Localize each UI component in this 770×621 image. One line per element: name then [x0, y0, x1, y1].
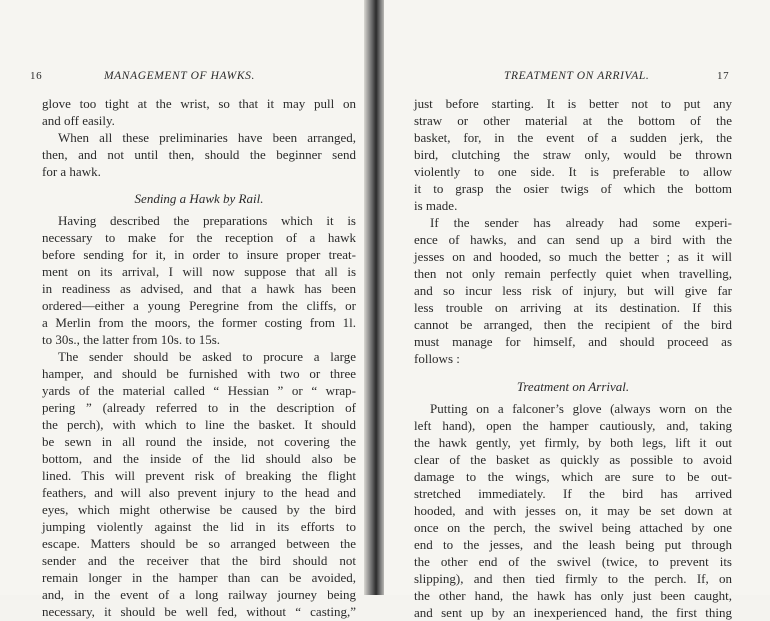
text-line: for a hawk. — [42, 164, 101, 179]
text-line: sender and the receiver that the bird should not — [42, 553, 356, 568]
text-line: then, and not until then, should the beginner send — [42, 147, 356, 162]
text-line: then not only remain perfectly quiet when travelling, — [414, 266, 732, 281]
text-line: the hawk gently, yet firmly, by both legs, lift it out — [414, 435, 732, 450]
text-line: Having described the preparations which it is — [58, 213, 356, 228]
text-line: and, in the event of a long railway journey being — [42, 587, 356, 602]
text-line: ment on its arrival, I will now suppose that all is — [42, 264, 356, 279]
text-line: When all these preliminaries have been arranged, — [58, 130, 356, 145]
text-line: eyes, which might otherwise be caused by the bird — [42, 502, 356, 517]
text-line: to 30s., the latter from 10s. to 15s. — [42, 332, 221, 347]
text-line: must manage for himself, and should proceed as — [414, 334, 732, 349]
text-line: jumping violently against the lid in its efforts to — [42, 519, 356, 534]
text-line: end to the jesses, and the leash being put through — [414, 537, 732, 552]
text-line: be sewn in all round the inside, not covering the — [42, 434, 356, 449]
text-line: in readiness as advised, and that a hawk has been — [42, 281, 356, 296]
text-line: bird, clutching the straw only, would be thrown — [414, 147, 732, 162]
text-line: less trouble on arriving at its destination. If this — [414, 300, 732, 315]
text-line: slipping), and then tied firmly to the perch. If, on — [414, 571, 732, 586]
text-line: yards of the material called “ Hessian ” or “ wrap- — [42, 383, 356, 398]
text-line: ordered—either a young Peregrine from the cliffs, or — [42, 298, 356, 313]
text-line: The sender should be asked to procure a large — [58, 349, 356, 364]
text-line: and so incur less risk of injury, but will give far — [414, 283, 732, 298]
left-page — [0, 0, 372, 619]
text-line: If the sender has already had some experi- — [430, 215, 732, 230]
text-line: necessary, it should be well fed, without “ casting,” — [42, 604, 356, 619]
text-line: basket, for, in the event of a sudden jerk, the — [414, 130, 732, 145]
text-line: and sent up by an inexperienced hand, the first thing — [414, 605, 732, 620]
text-line: necessary to make for the reception of a hawk — [42, 230, 356, 245]
text-line: ence of hawks, and can send up a bird with the — [414, 232, 732, 247]
book-gutter — [364, 0, 386, 595]
text-line: feathers, and will also prevent injury to the head and — [42, 485, 356, 500]
text-line: follows : — [414, 351, 460, 366]
text-line: is made. — [414, 198, 458, 213]
text-line: pering ” (already referred to in the description of — [42, 400, 356, 415]
text-line: before sending for it, in order to insure proper treat- — [42, 247, 356, 262]
text-line: the perch), with which to line the basket. It should — [42, 417, 356, 432]
text-line: once on the perch, the swivel being attached by one — [414, 520, 732, 535]
text-line: bottom, and the inside of the lid should also be — [42, 451, 356, 466]
running-title: MANAGEMENT OF HAWKS. — [104, 70, 255, 82]
text-line: and off easily. — [42, 113, 115, 128]
text-line: cannot be arranged, then the recipient of the bird — [414, 317, 732, 332]
text-line: lined. This will prevent risk of breaking the flight — [42, 468, 356, 483]
text-line: Putting on a falconer’s glove (always worn on the — [430, 401, 732, 416]
page-number: 17 — [717, 70, 730, 82]
text-line: damage to the wings, which are sure to be out- — [414, 469, 732, 484]
text-line: stretched immediately. If the bird has arrived — [414, 486, 732, 501]
text-line: escape. Matters should be so arranged between the — [42, 536, 356, 551]
section-heading: Treatment on Arrival. — [516, 379, 630, 394]
right-page — [384, 0, 770, 620]
text-line: hooded, and with jesses on, it may be set down at — [414, 503, 732, 518]
text-line: the other end of the swivel (twice, to prevent its — [414, 554, 732, 569]
text-line: hamper, and should be furnished with two or three — [42, 366, 356, 381]
text-line: jesses on and hooded, so much the better ; as it will — [414, 249, 732, 264]
running-title: TREATMENT ON ARRIVAL. — [504, 70, 650, 82]
text-line: it to grasp the osier twigs of which the bottom — [414, 181, 732, 196]
text-line: left hand), open the hamper cautiously, and, taking — [414, 418, 732, 433]
section-heading: Sending a Hawk by Rail. — [134, 191, 264, 206]
text-line: the other hand, the hawk has only just been caught, — [414, 588, 732, 603]
text-line: remain longer in the hamper than can be avoided, — [42, 570, 356, 585]
text-line: straw or other material at the bottom of the — [414, 113, 732, 128]
page-number: 16 — [30, 70, 43, 82]
text-line: glove too tight at the wrist, so that it may pull on — [42, 96, 356, 111]
text-line: just before starting. It is better not to put any — [414, 96, 732, 111]
text-line: clear of the basket as quickly as possible to avoid — [414, 452, 732, 467]
text-line: violently to one side. It is preferable to allow — [414, 164, 732, 179]
text-line: a Merlin from the moors, the former costing from 1l. — [42, 315, 356, 330]
